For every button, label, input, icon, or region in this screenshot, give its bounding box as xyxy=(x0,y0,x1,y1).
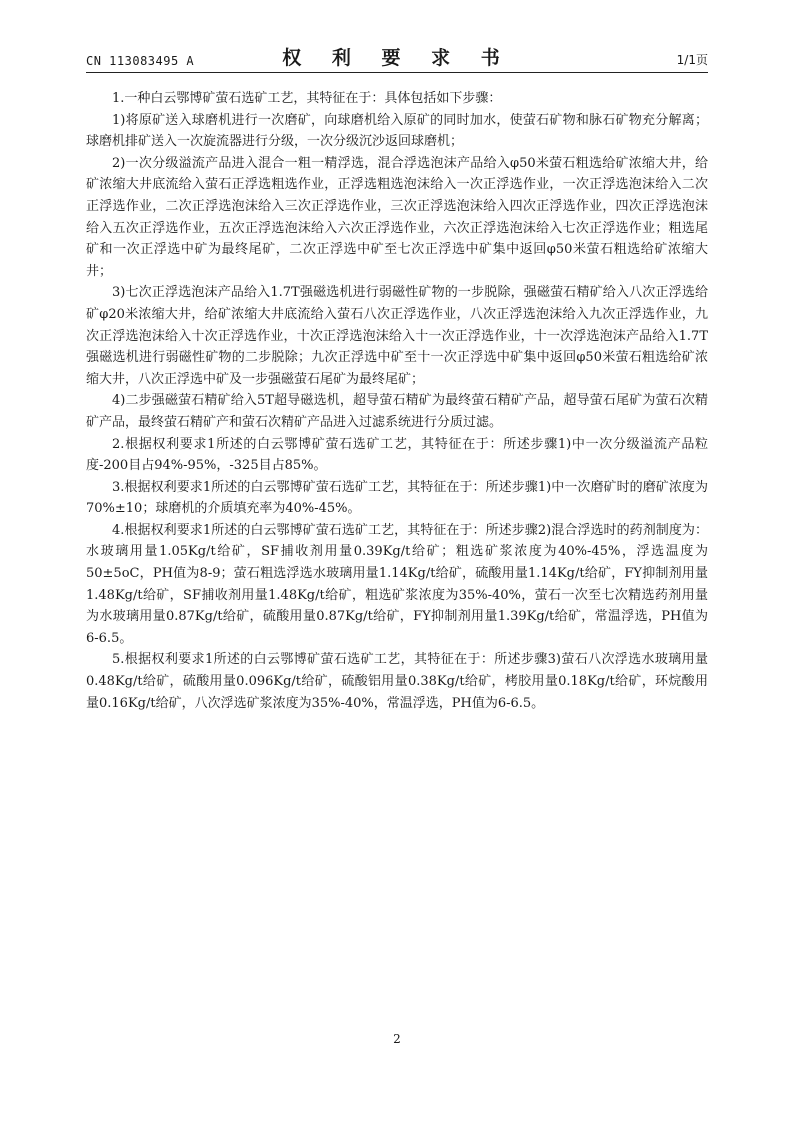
claim-1-step-1: 1)将原矿送入球磨机进行一次磨矿，向球磨机给入原矿的同时加水，使萤石矿物和脉石矿物充分解离；球磨机排矿送入一次旋流器进行分级，一次分级沉沙返回球磨机； xyxy=(86,112,708,150)
page-number: 2 xyxy=(393,1032,401,1046)
document-title: 权 利 要 求 书 xyxy=(282,47,512,69)
document-header xyxy=(86,40,708,73)
claim-1-step-3: 3)七次正浮选泡沫产品给入1.7T强磁选机进行弱磁性矿物的一步脱除，强磁萤石精矿给入八次正浮选给矿φ20米浓缩大井，给矿浓缩大井底流给入萤石八次正浮选作业，八次正浮选泡沫给入九次正浮选作业，九次正浮选泡沫给入十次正浮选作业，十次正浮选泡沫给入十一次正浮选作业，十一次浮选泡沫产品给入1.7T强磁选机进行弱磁性矿物的二步脱除；九次正浮选中矿至十一次正浮选中矿集中返回φ50米萤石粗选给矿浓缩大井，八次正浮选中矿及一步强磁萤石尾矿为最终尾矿； xyxy=(86,285,708,387)
page-info: 1/1页 xyxy=(676,53,708,67)
claim-2: 2.根据权利要求1所述的白云鄂博矿萤石选矿工艺，其特征在于：所述步骤1)中一次分级溢流产品粒度-200目占94%-95%，-325目占85%。 xyxy=(86,436,708,474)
claims-body xyxy=(86,88,708,714)
claim-4: 4.根据权利要求1所述的白云鄂博矿萤石选矿工艺，其特征在于：所述步骤2)混合浮选时的药剂制度为：水玻璃用量1.05Kg/t给矿，SF捕收剂用量0.39Kg/t给矿；粗选矿浆浓度为40%-45%，浮选温度为50±5oC，PH值为8-9；萤石粗选浮选水玻璃用量1.14Kg/t给矿，硫酸用量1.14Kg/t给矿，FY抑制剂用量1.48Kg/t给矿，SF捕收剂用量1.48Kg/t给矿，粗选矿浆浓度为35%-40%，萤石一次至七次精选药剂用量为水玻璃用量0.87Kg/t给矿，硫酸用量0.87Kg/t给矿，FY抑制剂用量1.39Kg/t给矿，常温浮选，PH值为6-6.5。 xyxy=(86,522,708,646)
claim-5: 5.根据权利要求1所述的白云鄂博矿萤石选矿工艺，其特征在于：所述步骤3)萤石八次浮选水玻璃用量0.48Kg/t给矿，硫酸用量0.096Kg/t给矿，硫酸铝用量0.38Kg/t给矿，栲胶用量0.18Kg/t给矿，环烷酸用量0.16Kg/t给矿，八次浮选矿浆浓度为35%-40%，常温浮选，PH值为6-6.5。 xyxy=(86,652,708,711)
claim-3: 3.根据权利要求1所述的白云鄂博矿萤石选矿工艺，其特征在于：所述步骤1)中一次磨矿时的磨矿浓度为70%±10；球磨机的介质填充率为40%-45%。 xyxy=(86,479,708,517)
claim-1-intro: 1.一种白云鄂博矿萤石选矿工艺，其特征在于：具体包括如下步骤： xyxy=(112,91,502,106)
claim-1-step-2: 2)一次分级溢流产品进入混合一粗一精浮选，混合浮选泡沫产品给入φ50米萤石粗选给矿浓缩大井，给矿浓缩大井底流给入萤石正浮选粗选作业，正浮选粗选泡沫给入一次正浮选作业，一次正浮选泡沫给入二次正浮选作业，二次正浮选泡沫给入三次正浮选作业，三次正浮选泡沫给入四次正浮选作业，四次正浮选泡沫给入五次正浮选作业，五次正浮选泡沫给入六次正浮选作业，六次正浮选泡沫给入七次正浮选作业；粗选尾矿和一次正浮选中矿为最终尾矿，二次正浮选中矿至七次正浮选中矿集中返回φ50米萤石粗选给矿浓缩大井； xyxy=(86,155,708,279)
publication-number: CN 113083495 A xyxy=(86,54,195,68)
claim-1-step-4: 4)二步强磁萤石精矿给入5T超导磁选机，超导萤石精矿为最终萤石精矿产品，超导萤石尾矿为萤石次精矿产品，最终萤石精矿产和萤石次精矿产品进入过滤系统进行分质过滤。 xyxy=(86,393,708,430)
